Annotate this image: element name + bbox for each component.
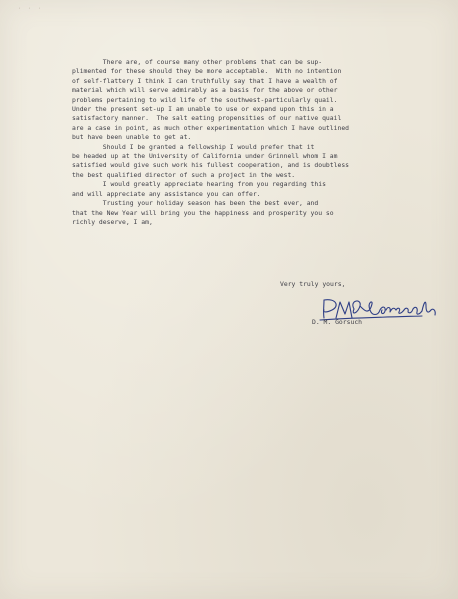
paper-speck-marks: · · ·	[18, 6, 44, 12]
signer-typed-name: D. M. Gorsuch	[312, 318, 363, 326]
closing-salutation: Very truly yours,	[280, 280, 346, 288]
letter-body: There are, of course many other problems that can be sup- plimented for these should they be more acceptable. With no intention of self-flattery I think I can truthfully say that I have a wealth of material which will serve admirably as a basis for the above or other problems pertaining to wild life of the southwest-particularly quail. Under the present set-up I am unable to use or expand upon this in a satisfactory manner. The salt eating propensities of our native quail are a case in point, as much other experimentation which I have outlined but have been unable to get at. Should I be granted a fellowship I would prefer that it be headed up at the University of California under Grinnell whom I am satisfied would give such work his fullest cooperation, and is doubtless the best qualified director of such a project in the west. I would greatly appreciate hearing from you regarding this and will appreciate any assistance you can offer. Trusting your holiday season has been the best ever, and that the New Year will bring you the happiness and prosperity you so richly deserve, I am,	[72, 58, 350, 226]
